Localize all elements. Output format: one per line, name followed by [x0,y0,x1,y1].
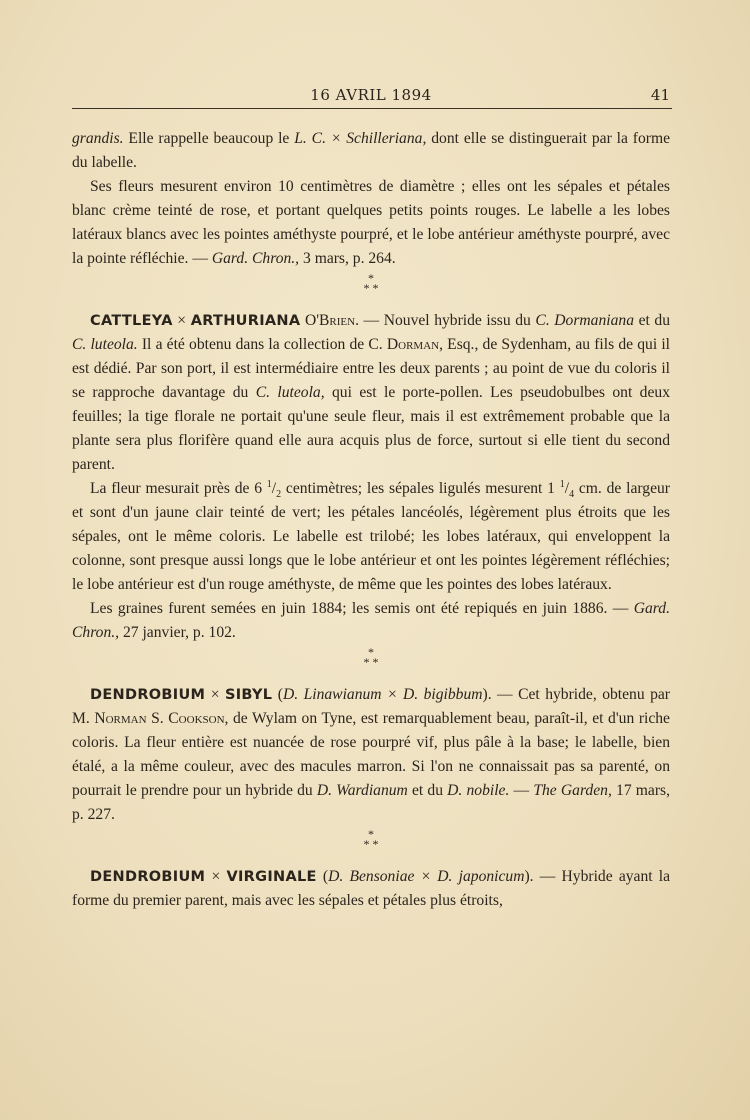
text-run: dont elle se distinguerait par la forme du labelle. [72,130,670,171]
entry-title: CATTLEYA [90,313,173,329]
paragraph-seeds [72,597,670,645]
entry-cattleya-arthuriana [72,309,670,477]
text-run: Ses fleurs mesurent environ 10 centimètres de diamètre ; elles ont les sépales et pétales blanc crème teinté de rose, et portant quelques petits points rouges. Le labelle a les lobes latéraux blancs avec les pointes améthyste pourpré, et le lobe antérieur améthyste pourpré, avec la pointe réfléchie. — [72,178,670,267]
fraction-denominator: 4 [569,489,575,501]
text-run: Les graines furent semées en juin 1884; les semis ont été repiqués en juin 1886. — [90,600,634,617]
hybrid-sign: × [205,868,227,885]
paragraph-flower-measurements: La fleur mesurait près de 6 $^1/_2$ centimètres; les sépales ligulés mesurent 1 $^1/_4$ cm. de largeur et sont d'un jaune clair teinté de vert; les pétales lancéolés, légèrement plus étroits que les sépales, ont le même coloris. Le labelle est trilobé; les lobes latéraux, qui enveloppent la colonne, sont presque aussi longs que le lobe antérieur et ont les pointes légèrement réfléchies; le lobe antérieur est d'un rouge améthyste, de même que les pointes des lobes latéraux. [72,478,670,593]
person-name: Norman S. Cookson [94,710,225,727]
text-run: qui est le porte-pollen. Les pseudobulbes ont deux feuilles; la tige florale ne portait qu'une seule fleur, mais il est extrêmement probable que la plante sera plus florifère quand elle aura acquis plus de force, surtout si elle tient du second parent. [72,384,670,473]
text-run: , de Wylam on Tyne, est remarquablement beau, paraît-il, et d'un riche coloris. La fleur entière est nuancée de rose pourpré vif, plus pâle à la base; le labelle, bien étalé, a la même couleur, avec des macules marron. Si l'on ne connaissait pas sa parenté, on pourrait le prendre pour un hybride du [72,710,670,799]
citation-date: 17 mars, p. 227. [72,782,671,823]
paragraph-continuation [72,127,670,175]
hybrid-sign: × [205,686,225,703]
italic-text: D. Wardianum [316,782,408,799]
header-rule [72,108,672,109]
italic-text: grandis. [72,130,124,147]
entry-title: DENDROBIUM [90,687,206,703]
page-number: 41 [650,86,670,104]
citation-date: 27 janvier, p. 102. [119,624,236,641]
text-run: centimètres; les sépales ligulés mesurent 1 [281,480,560,497]
text-run: ( [316,868,329,885]
italic-text: C. Dormaniana [535,312,634,329]
italic-text: C. luteola, [255,384,325,401]
text-run: La fleur mesurait près de 6 [90,480,267,497]
text-run: Il a été obtenu dans la collection de C. [137,336,387,353]
entry-title: SIBYL [224,687,273,703]
fraction-numerator: 1 [559,478,565,490]
citation-source: Gard. Chron., [72,600,670,641]
running-header [72,84,670,104]
paragraph-flower-description [72,175,670,271]
text-run: ). — Cet hybride, obtenu par M. [72,686,670,727]
fraction-denominator: 2 [276,489,282,501]
parentage: D. Bensoniae × D. japonicum [328,868,525,885]
entry-title: DENDROBIUM [90,869,206,885]
italic-text: L. C. × Schilleriana, [294,130,427,147]
text-run: ). — Hybride ayant la forme du premier parent, mais avec les sépales et pétales plus étroits, [72,868,671,909]
citation-source: Gard. Chron., [211,250,300,267]
fraction-numerator: 1 [266,478,272,490]
hybrid-sign: × [172,312,191,329]
entry-author: O'Brien. [300,312,359,329]
body-text [72,127,670,913]
entry-dendrobium-virginale [72,865,670,913]
text-run: , Esq., de Sydenham, au fils de qui il est dédié. Par son port, il est intermédiaire entre les deux parents ; au point de vue du coloris il se rapproche davantage du [72,336,670,401]
entry-title: VIRGINALE [226,869,317,885]
section-separator: * * * [363,271,379,295]
citation-source: The Garden, [533,782,612,799]
section-separator: * * * [363,645,379,669]
parentage: D. Linawianum × D. bigibbum [282,686,483,703]
text-run: — Nouvel hybride issu du [358,312,536,329]
entry-title: ARTHURIANA [190,313,301,329]
text-run: cm. de largeur et sont d'un jaune clair teinté de vert; les pétales lancéolés, légèrement plus étroits que les sépales, ont le même coloris. Le labelle est trilobé; les lobes latéraux, qui enveloppent la colonne, sont presque aussi longs que le lobe antérieur et ont les pointes légèrement réfléchies; le lobe antérieur est d'un rouge améthyste, de même que les pointes des lobes latéraux. [72,480,670,593]
italic-text: C. luteola. [72,336,138,353]
citation-date: 3 mars, p. 264. [299,250,396,267]
person-name: Dorman [386,336,440,353]
italic-text: D. nobile. [447,782,510,799]
text-run: — [509,782,534,799]
text-run: ( [272,686,283,703]
text-run: Elle rappelle beaucoup le [123,130,295,147]
entry-dendrobium-sibyl [72,683,670,827]
text-run: et du [407,782,448,799]
text-run: et du [634,312,670,329]
header-date: 16 AVRIL 1894 [310,86,432,104]
section-separator: * * * [363,827,379,851]
